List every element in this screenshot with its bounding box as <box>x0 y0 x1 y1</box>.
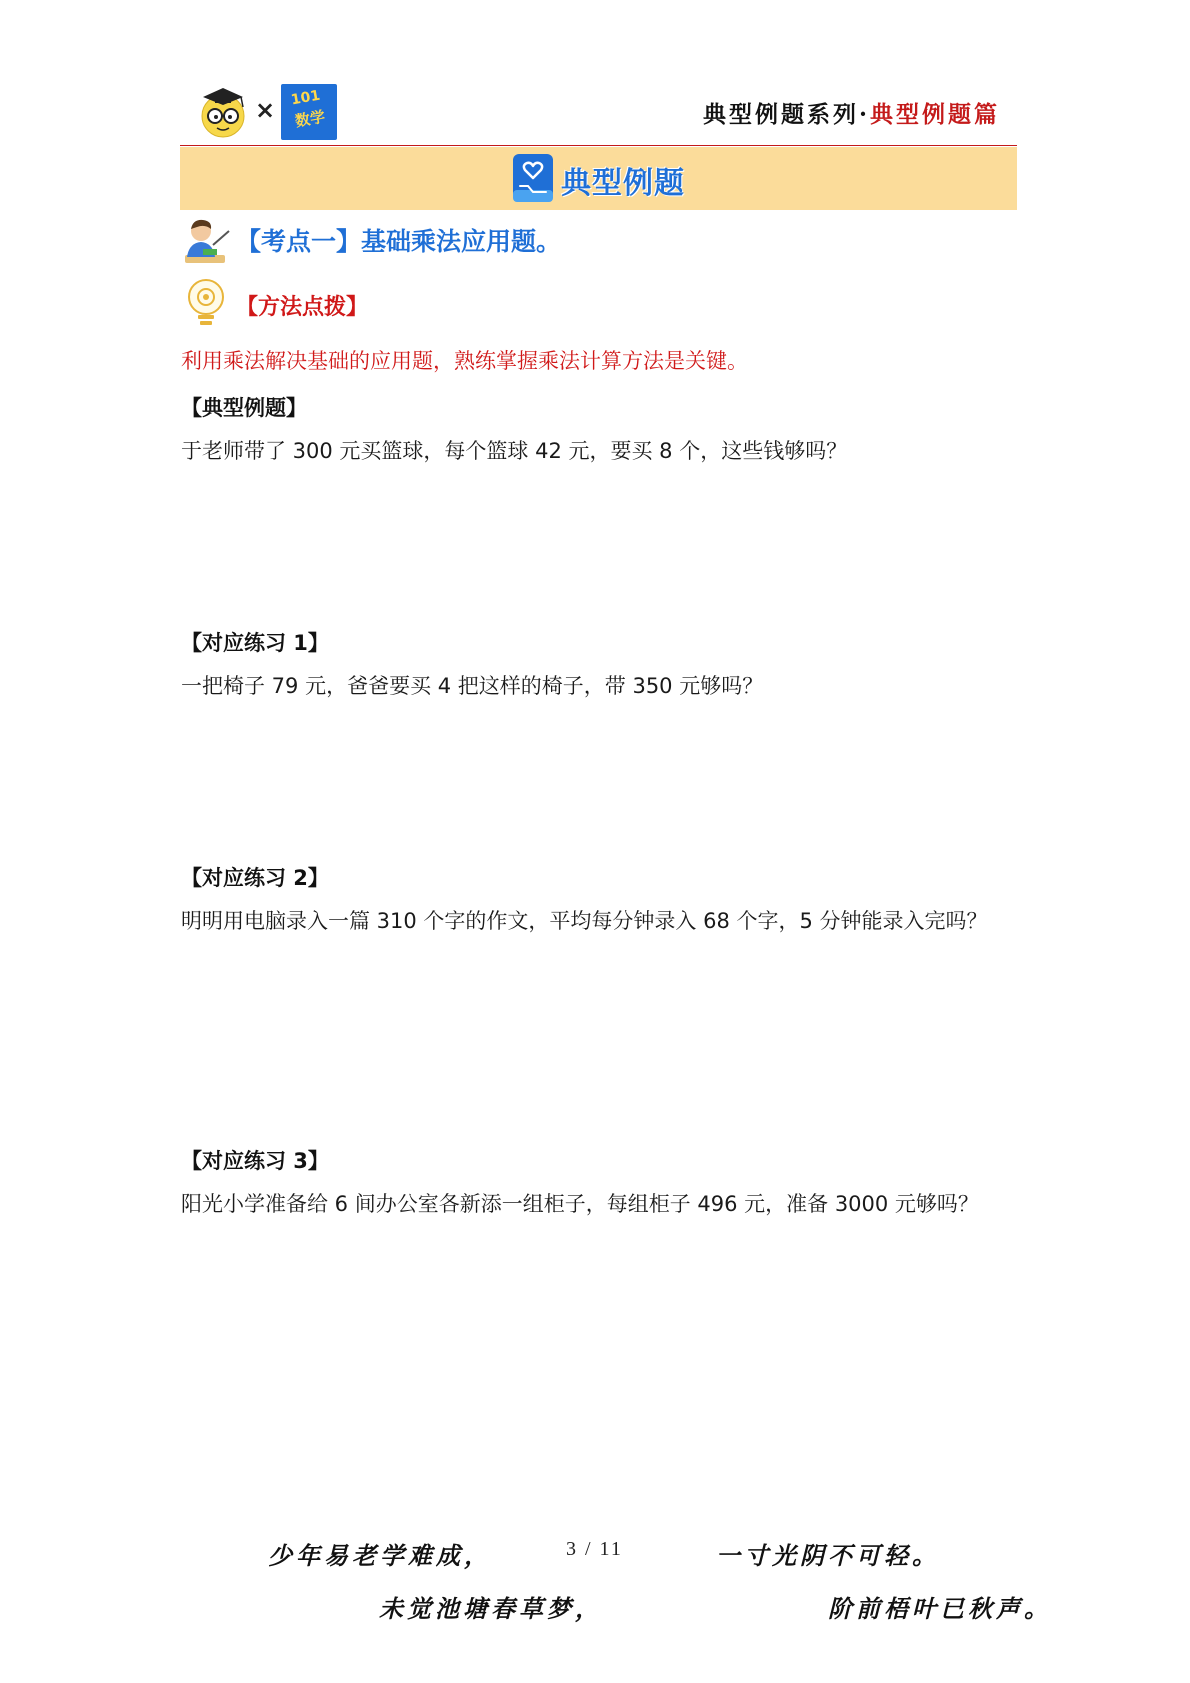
page-number: 3 / 11 <box>566 1538 623 1560</box>
practice-1-label: 【对应练习 1】 <box>181 631 329 655</box>
practice-3-label: 【对应练习 3】 <box>181 1149 329 1173</box>
math-101-logo <box>281 84 337 140</box>
practice-1-question: 一把椅子 79 元，爸爸要买 4 把这样的椅子，带 350 元够吗？ <box>181 674 764 698</box>
topic-heading: 【考点一】基础乘法应用题。 <box>236 227 562 256</box>
banner-title: 典型例题 <box>561 166 685 201</box>
example-question: 于老师带了 300 元买篮球，每个篮球 42 元，要买 8 个，这些钱够吗？ <box>181 439 848 463</box>
header-divider <box>180 145 1017 146</box>
poem-line-1-right: 一寸光阴不可轻。 <box>716 1541 940 1570</box>
practice-2-question: 明明用电脑录入一篇 310 个字的作文，平均每分钟录入 68 个字，5 分钟能录入完吗？ <box>181 909 988 933</box>
lightbulb-icon <box>184 276 228 332</box>
teacher-icon <box>183 215 233 267</box>
heart-clipboard-icon <box>510 152 556 204</box>
method-description: 利用乘法解决基础的应用题，熟练掌握乘法计算方法是关键。 <box>181 349 748 373</box>
practice-3-question: 阳光小学准备给 6 间办公室各新添一组柜子，每组柜子 496 元，准备 3000 元够吗？ <box>181 1192 979 1216</box>
series-title-prefix: 典型例题系列· <box>702 101 870 128</box>
series-title-suffix: 典型例题篇 <box>870 101 1000 128</box>
mascot-logo-icon <box>197 83 249 139</box>
series-title <box>703 96 1000 129</box>
logo-math-text: 数学 <box>293 107 327 131</box>
poem-line-2-right: 阶前梧叶已秋声。 <box>828 1594 1052 1623</box>
poem-line-1-left: 少年易老学难成， <box>268 1541 492 1570</box>
example-label: 【典型例题】 <box>181 396 307 420</box>
logo-separator: × <box>255 96 276 124</box>
method-heading: 【方法点拨】 <box>236 295 369 320</box>
practice-2-label: 【对应练习 2】 <box>181 866 329 890</box>
poem-line-2-left: 未觉池塘春草梦， <box>379 1594 603 1623</box>
logo-101-text: 101 <box>289 87 322 109</box>
